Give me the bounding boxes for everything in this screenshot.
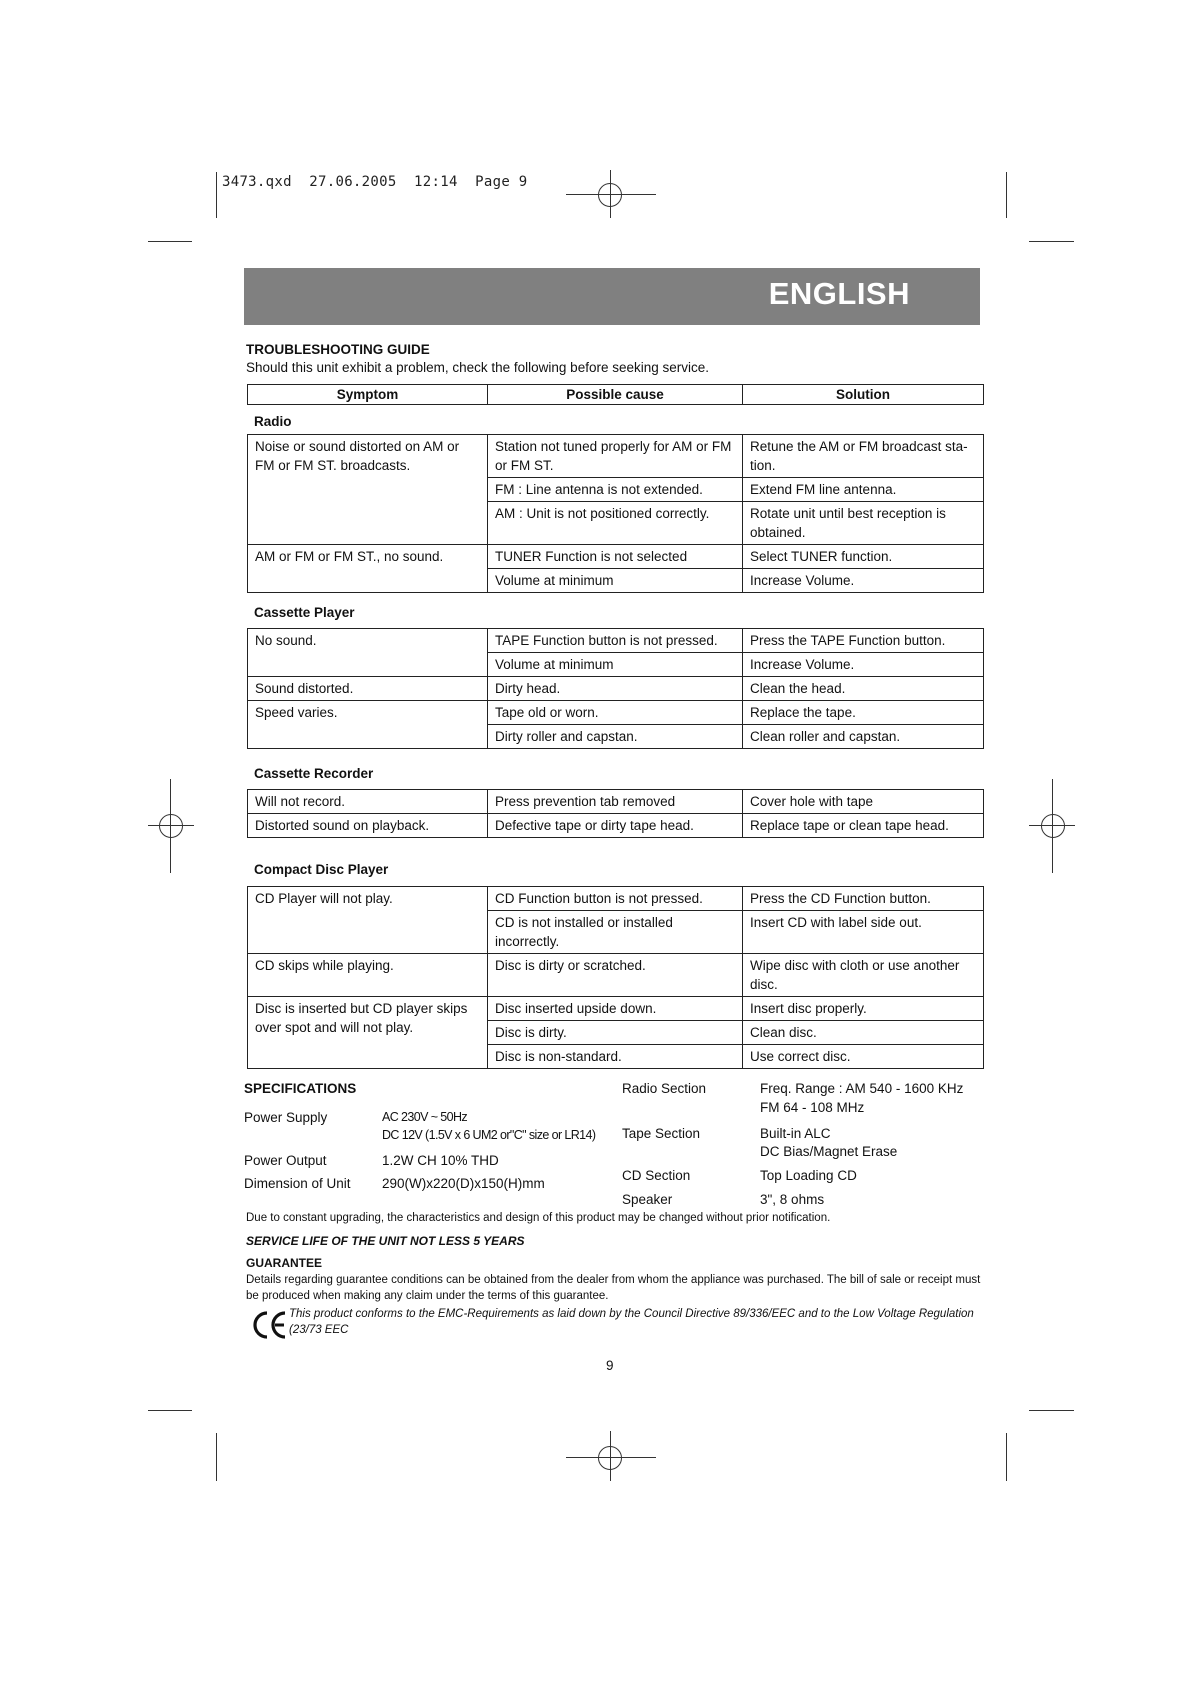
solution-cell: Retune the AM or FM broadcast sta-tion.	[743, 435, 984, 478]
solution-cell: Use correct disc.	[743, 1045, 984, 1069]
symptom-cell: Sound distorted.	[248, 677, 488, 701]
guarantee-text: Details regarding guarantee conditions can be obtained from the dealer from whom the appliance was purchased. The bill of sale or receipt must be produced when making any claim under the terms of this guarantee.	[246, 1274, 981, 1302]
guarantee-heading: GUARANTEE	[246, 1256, 323, 1270]
table-row	[248, 677, 984, 701]
registration-mark	[1041, 814, 1065, 838]
crop-mark	[148, 241, 192, 242]
solution-cell: Clean the head.	[743, 677, 984, 701]
ce-mark-svg	[250, 1310, 288, 1340]
solution-cell: Cover hole with tape	[743, 790, 984, 814]
cause-cell: Defective tape or dirty tape head.	[488, 814, 743, 838]
symptom-cell: Disc is inserted but CD player skips over spot and will not play.	[248, 997, 488, 1069]
radio-table	[247, 434, 984, 593]
language-banner	[244, 268, 980, 325]
spec-value-radio-1: Freq. Range : AM 540 - 1600 KHz	[760, 1081, 964, 1096]
solution-cell: Increase Volume.	[743, 569, 984, 593]
symptom-cell: Speed varies.	[248, 701, 488, 749]
troubleshooting-heading: TROUBLESHOOTING GUIDE	[246, 342, 430, 357]
compact-disc-table	[247, 886, 984, 1069]
cause-cell: CD is not installed or installed incorrectly.	[488, 911, 743, 954]
section-title-cassette-recorder: Cassette Recorder	[254, 766, 374, 781]
spec-value-cd: Top Loading CD	[760, 1168, 857, 1183]
section-title-radio: Radio	[254, 414, 292, 429]
column-header-solution: Solution	[743, 385, 984, 405]
troubleshooting-intro: Should this unit exhibit a problem, check the following before seeking service.	[246, 360, 710, 375]
table-header	[247, 384, 984, 405]
solution-cell: Select TUNER function.	[743, 545, 984, 569]
cause-cell: AM : Unit is not positioned correctly.	[488, 502, 743, 545]
spec-value-power-supply-ac: AC 230V ~ 50Hz	[382, 1110, 468, 1124]
column-header-cause: Possible cause	[488, 385, 743, 405]
table-row	[248, 701, 984, 725]
table-row	[248, 435, 984, 478]
spec-label-tape: Tape Section	[622, 1126, 701, 1141]
solution-cell: Clean roller and capstan.	[743, 725, 984, 749]
solution-cell: Replace tape or clean tape head.	[743, 814, 984, 838]
solution-cell: Insert disc properly.	[743, 997, 984, 1021]
column-header-symptom: Symptom	[248, 385, 488, 405]
solution-cell: Press the TAPE Function button.	[743, 629, 984, 653]
solution-cell: Rotate unit until best reception is obtained.	[743, 502, 984, 545]
spec-value-tape-2: DC Bias/Magnet Erase	[760, 1144, 898, 1159]
spec-value-power-output: 1.2W CH 10% THD	[382, 1153, 499, 1168]
cause-cell: TUNER Function is not selected	[488, 545, 743, 569]
cause-cell: Tape old or worn.	[488, 701, 743, 725]
table-row	[248, 629, 984, 653]
crop-mark	[1006, 172, 1007, 218]
table-row	[248, 814, 984, 838]
solution-cell: Press the CD Function button.	[743, 887, 984, 911]
cassette-recorder-table	[247, 789, 984, 838]
crop-mark	[1029, 241, 1074, 242]
symptom-cell: Noise or sound distorted on AM or FM or FM ST. broadcasts.	[248, 435, 488, 545]
table-row	[248, 545, 984, 569]
symptom-cell: CD Player will not play.	[248, 887, 488, 954]
section-title-cassette-player: Cassette Player	[254, 605, 355, 620]
solution-cell: Extend FM line antenna.	[743, 478, 984, 502]
cause-cell: FM : Line antenna is not extended.	[488, 478, 743, 502]
cassette-player-table	[247, 628, 984, 749]
spec-value-dimension: 290(W)x220(D)x150(H)mm	[382, 1176, 545, 1191]
cause-cell: Disc is non-standard.	[488, 1045, 743, 1069]
crop-mark	[1029, 1410, 1074, 1411]
specifications-heading: SPECIFICATIONS	[244, 1081, 357, 1096]
table-row	[248, 997, 984, 1021]
cause-cell: Dirty head.	[488, 677, 743, 701]
cause-cell: Volume at minimum	[488, 569, 743, 593]
spec-label-dimension: Dimension of Unit	[244, 1176, 351, 1191]
service-life: SERVICE LIFE OF THE UNIT NOT LESS 5 YEARS	[246, 1234, 525, 1248]
section-title-compact-disc-player: Compact Disc Player	[254, 862, 389, 877]
crop-mark	[216, 172, 217, 218]
ce-mark-icon	[250, 1310, 288, 1345]
banner-title: ENGLISH	[768, 276, 910, 311]
solution-cell: Insert CD with label side out.	[743, 911, 984, 954]
page-number: 9	[606, 1358, 614, 1373]
solution-cell: Clean disc.	[743, 1021, 984, 1045]
cause-cell: Disc is dirty or scratched.	[488, 954, 743, 997]
table-row	[248, 790, 984, 814]
crop-mark	[216, 1433, 217, 1481]
spec-label-power-output: Power Output	[244, 1153, 327, 1168]
symptom-cell: No sound.	[248, 629, 488, 677]
solution-cell: Increase Volume.	[743, 653, 984, 677]
cause-cell: TAPE Function button is not pressed.	[488, 629, 743, 653]
spec-label-radio: Radio Section	[622, 1081, 707, 1096]
spec-label-cd: CD Section	[622, 1168, 691, 1183]
cause-cell: Dirty roller and capstan.	[488, 725, 743, 749]
crop-mark	[148, 1410, 192, 1411]
file-slug: 3473.qxd 27.06.2005 12:14 Page 9	[222, 174, 528, 190]
registration-mark	[159, 814, 183, 838]
spec-value-speaker: 3", 8 ohms	[760, 1192, 825, 1207]
cause-cell: CD Function button is not pressed.	[488, 887, 743, 911]
registration-mark	[598, 1446, 622, 1470]
cause-cell: Disc inserted upside down.	[488, 997, 743, 1021]
symptom-cell: CD skips while playing.	[248, 954, 488, 997]
table-row	[248, 887, 984, 911]
solution-cell: Wipe disc with cloth or use another disc.	[743, 954, 984, 997]
symptom-cell: Distorted sound on playback.	[248, 814, 488, 838]
cause-cell: Volume at minimum	[488, 653, 743, 677]
symptom-cell: AM or FM or FM ST., no sound.	[248, 545, 488, 593]
spec-value-power-supply-dc: DC 12V (1.5V x 6 UM2 or"C" size or LR14)	[382, 1128, 596, 1142]
crop-mark	[1006, 1433, 1007, 1481]
symptom-cell: Will not record.	[248, 790, 488, 814]
upgrade-notice: Due to constant upgrading, the characteristics and design of this product may be changed without prior notification.	[246, 1212, 831, 1224]
spec-label-power-supply: Power Supply	[244, 1110, 328, 1125]
solution-cell: Replace the tape.	[743, 701, 984, 725]
cause-cell: Disc is dirty.	[488, 1021, 743, 1045]
spec-value-radio-2: FM 64 - 108 MHz	[760, 1100, 865, 1115]
cause-cell: Press prevention tab removed	[488, 790, 743, 814]
ce-conformity-text: This product conforms to the EMC-Requirements as laid down by the Council Directive 89/336/EEC and to the Low Voltage Regulation (23/73 EEC	[289, 1308, 974, 1336]
table-row	[248, 954, 984, 997]
registration-mark	[598, 183, 622, 207]
spec-label-speaker: Speaker	[622, 1192, 673, 1207]
cause-cell: Station not tuned properly for AM or FM or FM ST.	[488, 435, 743, 478]
spec-value-tape-1: Built-in ALC	[760, 1126, 831, 1141]
